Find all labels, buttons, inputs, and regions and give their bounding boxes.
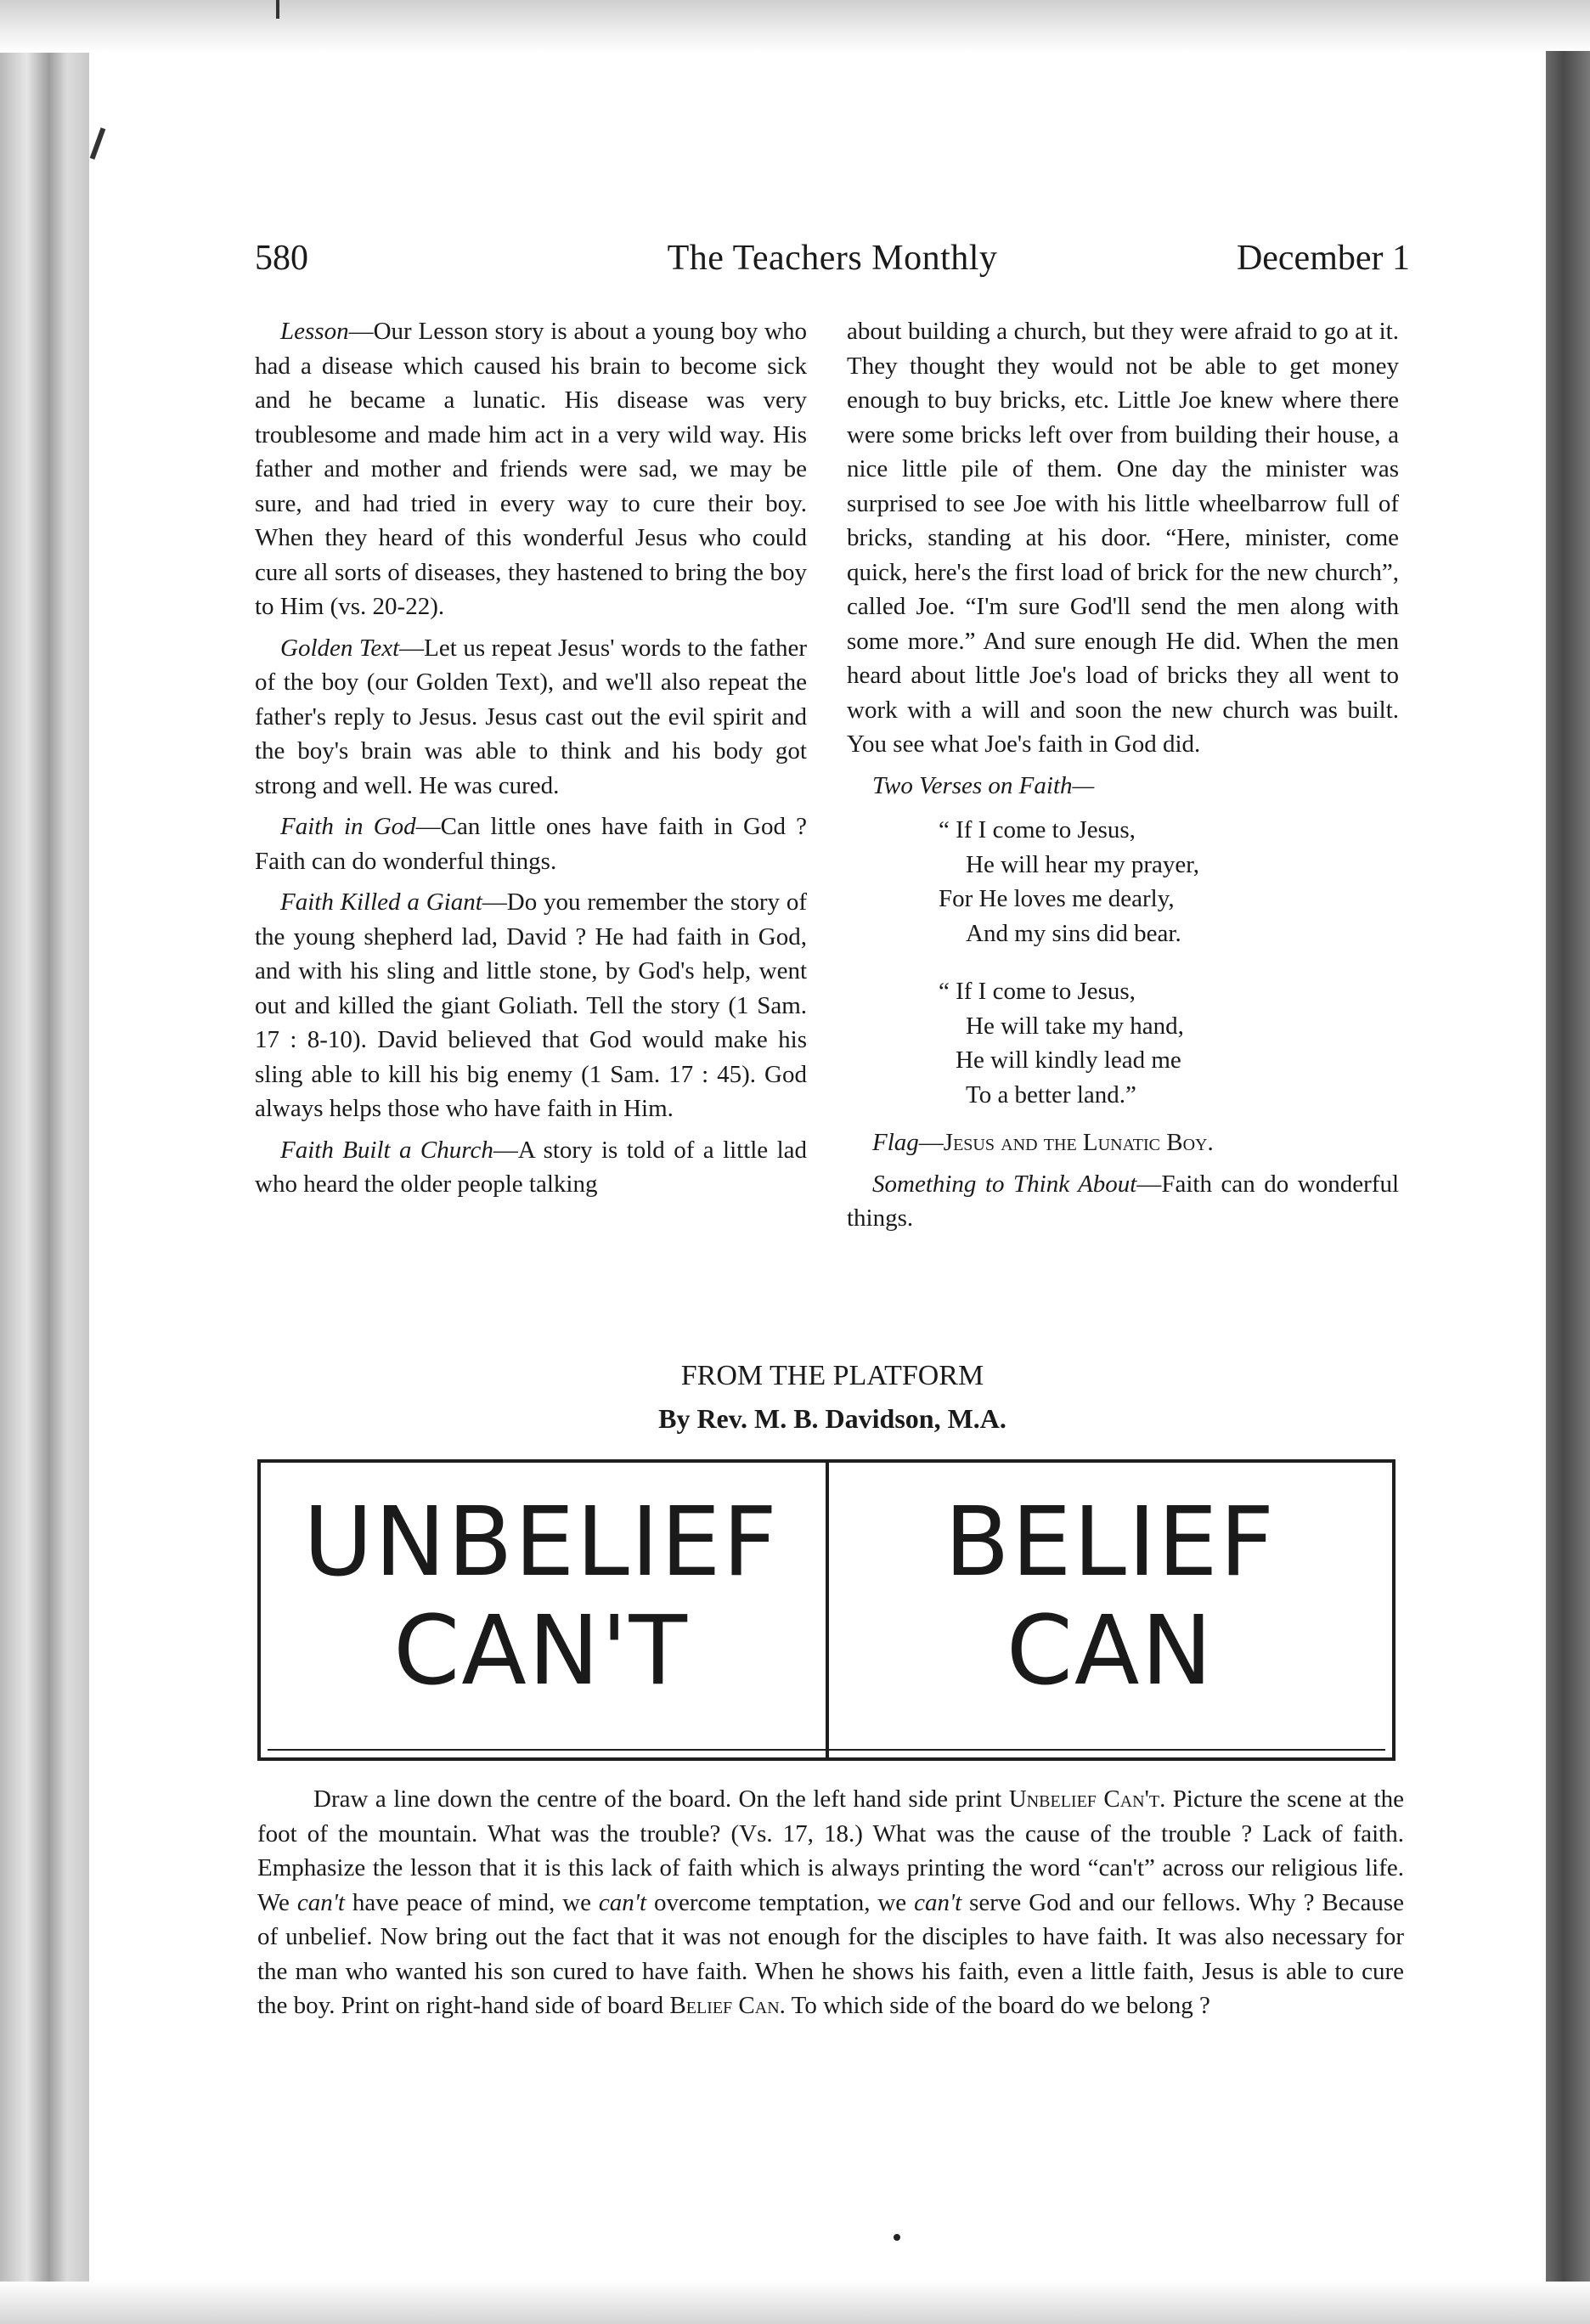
poem-line: To a better land.” [966, 1080, 1136, 1108]
book-binding-edge [0, 0, 89, 2324]
lesson-text: —Our Lesson story is about a young boy who had a disease which caused his brain to become sick and he became a lunatic. His disease was very troublesome and made him act in a very wild way. His father and mother and friends were sad, we may be sure, and had tried in every way to cure their boy. When they heard of this wonderful Jesus who could cure all sorts of diseases, they hastened to bring the boy to Him (vs. 20-22). [255, 318, 807, 620]
platform-section-heading [255, 1355, 1410, 1440]
board-text-unbelief: UNBELIEF [303, 1487, 779, 1598]
scan-mark [276, 0, 279, 19]
scan-dot [894, 2234, 900, 2241]
board-left-side [261, 1488, 821, 1706]
issue-date: December 1 [1236, 239, 1410, 278]
blackboard-diagram [257, 1459, 1395, 1761]
faith-killed-text: —Do you remember the story of the young shepherd lad, David ? He had faith in God, and with his sling and little stone, by God's help, went out and killed the giant Goliath. Tell the story (1 Sam. 17 : 8-10). David believed that God would make his sling able to kill his big enemy (1 Sam. 17 : 45). God always helps those who have faith in Him. [255, 888, 807, 1122]
paragraph-flag: Flag—Jesus and the Lunatic Boy. [872, 1129, 1214, 1156]
running-header [255, 238, 1410, 289]
italic-run: can't [914, 1888, 962, 1916]
paragraph-golden-text [255, 631, 807, 804]
page-number: 580 [255, 239, 308, 278]
board-inner-rule [268, 1749, 1385, 1751]
poem [847, 813, 1399, 1112]
faith-in-god-text: —Can little ones have faith in God ? Faith can do wonderful things. [255, 813, 807, 875]
text-run: . To which side of the board do we belong ? [779, 1992, 1210, 2019]
paragraph-church-story: about building a church, but they were afraid to go at it. They thought they would not be able to get money enough to buy bricks, etc. Little Joe knew where there were some bricks left over from building their house, a nice little pile of them. One day the minister was surprised to see Joe with his little wheelbarrow full of bricks, standing at his door. “Here, minister, come quick, here's the first load of brick for the new church”, called Joe. “I'm sure God'll send the men along with some more.” And sure enough He did. When the men heard about little Joe's load of bricks they all went to work with a will and soon the new church was built. You see what Joe's faith in God did. [847, 318, 1399, 758]
two-verses-heading [847, 769, 1399, 804]
poem-line: He will hear my prayer, [966, 850, 1200, 878]
paragraph-something-to-think [847, 1167, 1399, 1236]
book-right-edge [1546, 51, 1590, 2324]
text-run: overcome temptation, we [646, 1888, 915, 1916]
poem-line: And my sins did bear. [966, 919, 1181, 947]
poem-line: “ If I come to Jesus, [939, 978, 1136, 1005]
instructions-paragraph [257, 1782, 1404, 2023]
two-verses-label: Two Verses on Faith— [872, 771, 1095, 799]
paragraph-lesson [255, 314, 807, 624]
golden-text: —Let us repeat Jesus' words to the father of the boy (our Golden Text), and we'll also repeat the father's reply to Jesus. Jesus cast out the evil spirit and the boy's brain was able to think and his body got strong and well. He was cured. [255, 634, 808, 799]
flag-text: Jesus and the Lunatic Boy. [943, 1129, 1214, 1156]
small-caps-run: Unbelief Can't [1008, 1785, 1160, 1813]
golden-text-label: Golden Text [280, 634, 400, 662]
italic-run: can't [598, 1888, 647, 1916]
board-text-can: CAN [1006, 1596, 1215, 1706]
journal-title: The Teachers Monthly [667, 239, 998, 278]
something-text: —Faith can do wonderful things. [847, 1170, 1399, 1232]
text-run: serve God and our fellows. Why ? Because of unbelief. Now bring out the fact that it was not enough for the disciples to have faith. It was also necessary for the man who wanted his son cured to have faith. When he shows his faith, even a little faith, Jesus is able to cure the boy. Print on right-hand side of board [257, 1888, 1404, 2019]
platform-title: FROM THE PLATFORM [680, 1360, 984, 1391]
flag-label: Flag [872, 1129, 919, 1156]
board-text-belief: BELIEF [944, 1487, 1277, 1598]
scan-bottom-shadow [0, 2282, 1590, 2324]
faith-killed-label: Faith Killed a Giant [280, 888, 482, 916]
poem-line: He will kindly lead me [956, 1046, 1181, 1074]
paragraph-faith-in-god [255, 809, 807, 878]
text-run: . Picture the scene at the foot of the mountain. What was the trouble? (Vs. 17, 18.) What was the cause of the trouble ? Lack of faith. Emphasize the lesson that it is this lack of faith which is always printing the word “can't” across our religious life. We [257, 1785, 1404, 1916]
something-label: Something to Think About [872, 1170, 1137, 1198]
faith-built-text: —A story is told of a little lad who heard the older people talking [255, 1136, 807, 1198]
lesson-label: Lesson [280, 318, 349, 345]
small-caps-run: Belief Can [669, 1992, 780, 2019]
scan-top-shadow [0, 0, 1590, 53]
left-column [255, 314, 807, 1209]
faith-built-label: Faith Built a Church [280, 1136, 493, 1164]
right-column [847, 314, 1399, 1243]
board-text-cant: CAN'T [393, 1596, 689, 1706]
stanza-gap [847, 950, 1399, 974]
platform-instructions [257, 1782, 1404, 2023]
paragraph-faith-built-church [255, 1133, 807, 1202]
text-run: Draw a line down the centre of the board. On the left hand side print [313, 1785, 1009, 1813]
board-right-side [830, 1488, 1390, 1706]
faith-in-god-label: Faith in God [280, 813, 416, 840]
poem-line: He will take my hand, [966, 1012, 1184, 1040]
poem-line: For He loves me dearly, [939, 885, 1175, 912]
text-run: have peace of mind, we [344, 1888, 599, 1916]
poem-line: “ If I come to Jesus, [939, 816, 1136, 843]
platform-byline: By Rev. M. B. Davidson, M.A. [658, 1403, 1006, 1434]
paragraph-faith-killed-giant [255, 885, 807, 1126]
board-divider-line [826, 1463, 829, 1757]
italic-run: can't [296, 1888, 345, 1916]
